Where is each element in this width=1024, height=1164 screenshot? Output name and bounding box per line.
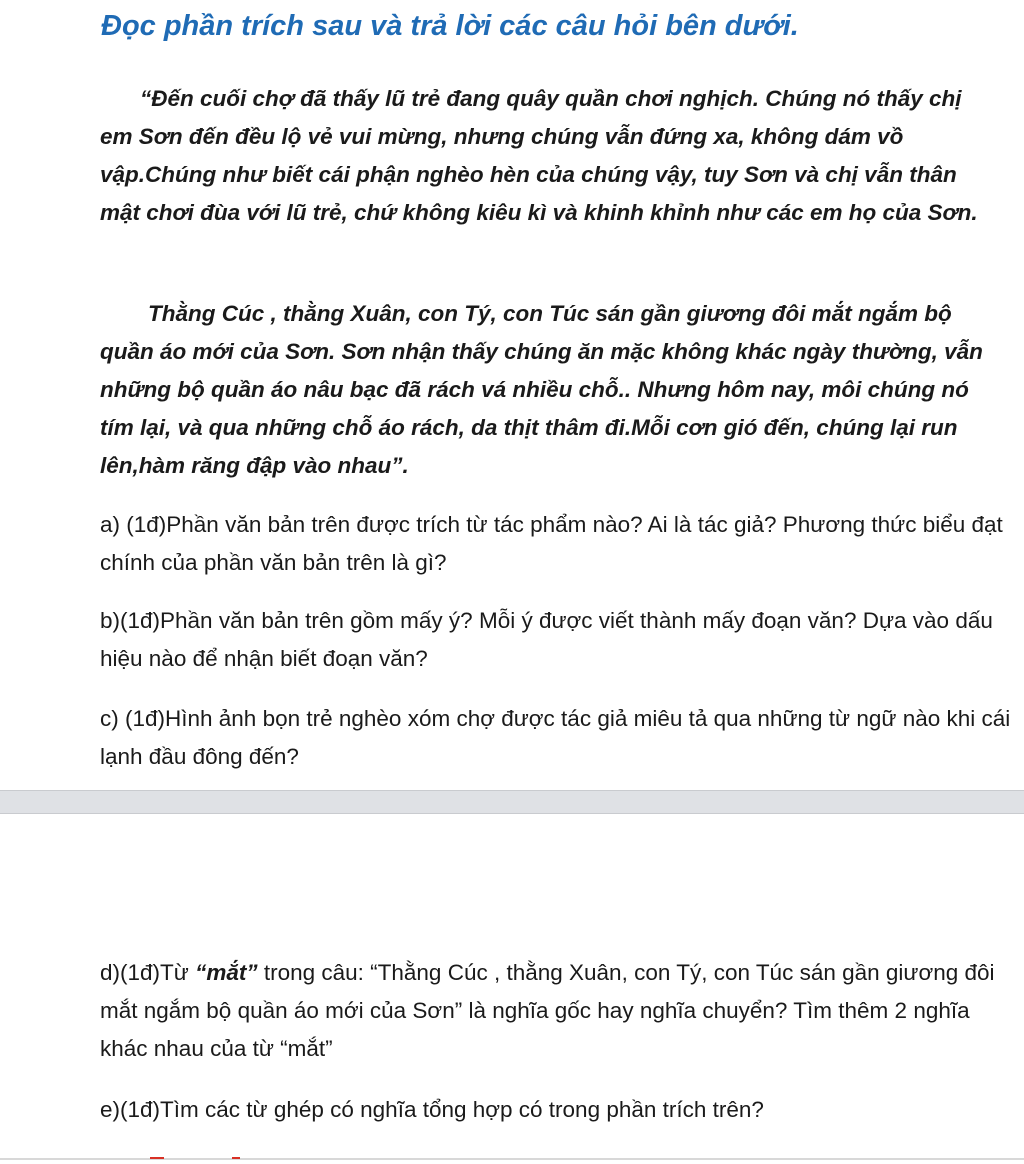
question-b: b)(1đ)Phần văn bản trên gồm mấy ý? Mỗi ý được viết thành mấy đoạn văn? Dựa vào dấu hiệu nào để nhận biết đoạn văn? (100, 608, 993, 671)
page-break-separator (0, 790, 1024, 814)
document-title: Đọc phần trích sau và trả lời các câu hỏi bên dưới. (101, 10, 799, 42)
passage-paragraph-1: “Đến cuối chợ đã thấy lũ trẻ đang quây quần chơi nghịch. Chúng nó thấy chị em Sơn đến đều lộ vẻ vui mừng, nhưng chúng vẫn đứng xa, không dám vồ vập.Chúng như biết cái phận nghèo hèn của chúng vậy, tuy Sơn và chị vẫn thân mật chơi đùa với lũ trẻ, chứ không kiêu kì và khinh khỉnh như các em họ của Sơn. (100, 86, 978, 225)
question-c: c) (1đ)Hình ảnh bọn trẻ nghèo xóm chợ được tác giả miêu tả qua những từ ngữ nào khi cái lạnh đầu đông đến? (100, 706, 1011, 769)
question-e: e)(1đ)Tìm các từ ghép có nghĩa tổng hợp có trong phần trích trên? (100, 1097, 764, 1122)
question-d-prefix: d)(1đ)Từ (100, 960, 196, 985)
spellcheck-mark (232, 1157, 240, 1159)
question-d (100, 954, 1020, 1068)
question-d-keyword: “mắt” (195, 960, 258, 985)
question-a: a) (1đ)Phần văn bản trên được trích từ tác phẩm nào? Ai là tác giả? Phương thức biểu đạt chính của phần văn bản trên là gì? (100, 512, 1003, 575)
spellcheck-mark (150, 1157, 164, 1159)
passage-paragraph-2: Thằng Cúc , thằng Xuân, con Tý, con Túc sán gần giương đôi mắt ngắm bộ quần áo mới của Sơn. Sơn nhận thấy chúng ăn mặc không khác ngày thường, vẫn những bộ quần áo nâu bạc đã rách vá nhiều chỗ.. Nhưng hôm nay, môi chúng nó tím lại, và qua những chỗ áo rách, da thịt thâm đi.Mỗi cơn gió đến, chúng lại run lên,hàm răng đập vào nhau”. (100, 301, 983, 478)
question-d-text: trong câu: “Thằng Cúc , thằng Xuân, con Tý, con Túc sán gần giương đôi mắt ngắm bộ quần áo mới của Sơn” là nghĩa gốc hay nghĩa chuyển? Tìm thêm 2 nghĩa khác nhau của từ “mắt” (100, 960, 995, 1061)
